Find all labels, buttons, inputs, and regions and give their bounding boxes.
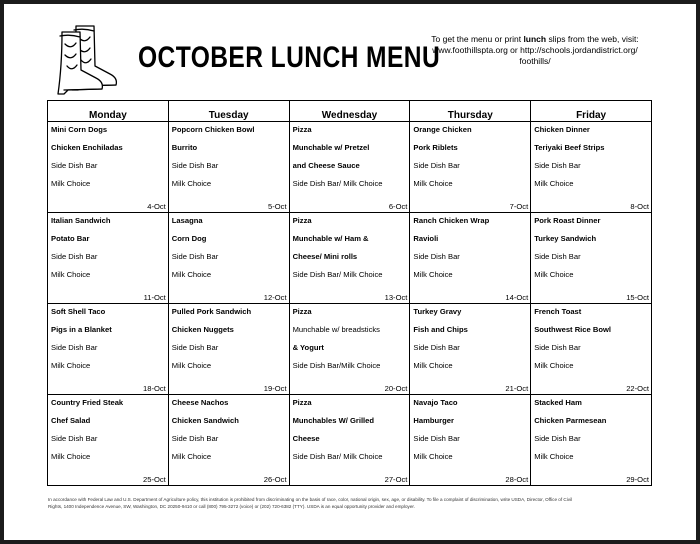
menu-item: Side Dish Bar xyxy=(171,434,219,443)
day-date: 18-Oct xyxy=(143,384,166,393)
menu-item: Chicken Parmesean xyxy=(534,416,607,425)
day-cell xyxy=(410,304,531,395)
web-note-text-2: slips from the web, visit: xyxy=(548,34,639,44)
menu-item: Side Dish Bar/Milk Choice xyxy=(292,361,381,370)
menu-item: Milk Choice xyxy=(413,361,453,370)
menu-item: Pizza xyxy=(292,125,312,134)
menu-item: Chicken Dinner xyxy=(534,125,590,134)
menu-items xyxy=(531,304,651,379)
day-date: 20-Oct xyxy=(384,384,408,393)
menu-items xyxy=(290,395,410,470)
menu-item: Side Dish Bar xyxy=(413,343,460,352)
menu-item: Pulled Pork Sandwich xyxy=(171,307,252,316)
menu-item: Milk Choice xyxy=(51,452,91,461)
menu-item: Side Dish Bar xyxy=(534,434,581,443)
page-title: OCTOBER LUNCH MENU xyxy=(138,41,441,74)
day-date: 13-Oct xyxy=(384,293,408,302)
menu-item: Chicken Sandwich xyxy=(171,416,239,425)
day-cell xyxy=(531,304,652,395)
menu-item: Southwest Rice Bowl xyxy=(534,325,611,334)
menu-item: Milk Choice xyxy=(413,270,453,279)
menu-items xyxy=(48,213,168,288)
menu-item: Teriyaki Beef Strips xyxy=(534,143,605,152)
menu-item: Potato Bar xyxy=(51,234,90,243)
menu-item: Milk Choice xyxy=(51,361,91,370)
menu-items xyxy=(290,304,410,379)
day-date: 27-Oct xyxy=(384,475,408,484)
menu-item: Stacked Ham xyxy=(534,398,582,407)
menu-items xyxy=(410,122,530,197)
web-note-bold: lunch xyxy=(523,34,547,44)
day-cell xyxy=(48,122,169,213)
day-cell xyxy=(289,395,410,486)
menu-item: Milk Choice xyxy=(534,179,574,188)
web-instructions xyxy=(400,34,670,67)
day-cell xyxy=(289,304,410,395)
menu-item: Milk Choice xyxy=(534,270,574,279)
day-cell xyxy=(531,395,652,486)
menu-item: Milk Choice xyxy=(171,452,212,461)
menu-item: Side Dish Bar xyxy=(413,434,460,443)
menu-item: Cheese Nachos xyxy=(171,398,229,407)
day-date: 21-Oct xyxy=(505,384,529,393)
menu-item: Milk Choice xyxy=(534,361,574,370)
menu-item: Side Dish Bar xyxy=(51,161,98,170)
menu-items xyxy=(48,395,168,470)
day-header-tuesday: Tuesday xyxy=(168,101,289,122)
day-date: 4-Oct xyxy=(147,202,166,211)
menu-item: Side Dish Bar xyxy=(51,343,98,352)
day-date: 26-Oct xyxy=(263,475,287,484)
day-cell xyxy=(168,213,289,304)
menu-item: Cheese/ Mini rolls xyxy=(292,252,358,261)
nondiscrimination-statement xyxy=(48,497,660,510)
menu-item: Pizza xyxy=(292,216,312,225)
menu-items xyxy=(290,213,410,288)
day-date: 28-Oct xyxy=(505,475,529,484)
menu-item: Pizza xyxy=(292,307,312,316)
menu-item: Chicken Enchiladas xyxy=(51,143,123,152)
menu-items xyxy=(169,122,289,197)
menu-item: Side Dish Bar xyxy=(534,343,581,352)
day-date: 15-Oct xyxy=(626,293,649,302)
menu-items xyxy=(169,395,289,470)
day-cell xyxy=(48,213,169,304)
menu-items xyxy=(531,395,651,470)
day-cell xyxy=(410,395,531,486)
menu-item: Turkey Sandwich xyxy=(534,234,597,243)
menu-items xyxy=(169,213,289,288)
menu-item: Lasagna xyxy=(171,216,203,225)
menu-item: Ravioli xyxy=(413,234,439,243)
menu-item: Navajo Taco xyxy=(413,398,458,407)
day-cell xyxy=(531,122,652,213)
menu-items xyxy=(410,213,530,288)
footer-line: In accordance with Federal Law and U.S. Department of Agriculture policy, this institution is prohibited from discriminating on the basis of race, color, national origin, sex, age, or disability. To file a complaint of discrimination, write USDA, Director, Office of Civil xyxy=(48,497,573,502)
day-cell xyxy=(168,395,289,486)
menu-item: Munchable w/ breadsticks xyxy=(292,325,380,334)
menu-item: Milk Choice xyxy=(171,270,212,279)
day-date: 12-Oct xyxy=(263,293,287,302)
menu-item: Side Dish Bar xyxy=(534,161,581,170)
cowboy-boots-icon xyxy=(54,22,138,96)
menu-item: Pork Riblets xyxy=(413,143,458,152)
menu-item: Country Fried Steak xyxy=(51,398,124,407)
menu-item: Popcorn Chicken Bowl xyxy=(171,125,255,134)
menu-header xyxy=(34,16,674,96)
day-date: 14-Oct xyxy=(505,293,529,302)
day-date: 19-Oct xyxy=(263,384,287,393)
day-header-monday: Monday xyxy=(48,101,169,122)
menu-item: Side Dish Bar xyxy=(51,252,98,261)
menu-items xyxy=(410,304,530,379)
day-cell xyxy=(289,122,410,213)
menu-item: Orange Chicken xyxy=(413,125,472,134)
menu-items xyxy=(169,304,289,379)
menu-item: Munchable w/ Ham & xyxy=(292,234,369,243)
menu-item: Side Dish Bar xyxy=(413,161,460,170)
menu-item: Milk Choice xyxy=(171,179,212,188)
menu-items xyxy=(531,122,651,197)
web-link-urls[interactable]: www.foothillspta.org or http://schools.jordandistrict.org/ xyxy=(432,45,638,55)
menu-item: Chicken Nuggets xyxy=(171,325,234,334)
menu-item: Side Dish Bar xyxy=(171,343,219,352)
menu-item: Munchable w/ Pretzel xyxy=(292,143,370,152)
menu-item: Corn Dog xyxy=(171,234,207,243)
day-date: 25-Oct xyxy=(143,475,166,484)
day-cell xyxy=(168,304,289,395)
day-cell xyxy=(48,395,169,486)
menu-item: Ranch Chicken Wrap xyxy=(413,216,490,225)
menu-item: Side Dish Bar xyxy=(171,252,219,261)
menu-item: Milk Choice xyxy=(413,452,453,461)
menu-item: Pizza xyxy=(292,398,312,407)
day-header-friday: Friday xyxy=(531,101,652,122)
menu-item: French Toast xyxy=(534,307,582,316)
menu-item: Side Dish Bar/ Milk Choice xyxy=(292,452,383,461)
day-cell xyxy=(48,304,169,395)
menu-item: Hamburger xyxy=(413,416,454,425)
menu-item: Italian Sandwich xyxy=(51,216,111,225)
menu-items xyxy=(410,395,530,470)
day-cell xyxy=(410,213,531,304)
web-note-text-1: To get the menu or print xyxy=(431,34,522,44)
menu-item: & Yogurt xyxy=(292,343,324,352)
menu-items xyxy=(48,304,168,379)
menu-item: Side Dish Bar xyxy=(534,252,581,261)
menu-item: Milk Choice xyxy=(171,361,212,370)
day-cell xyxy=(168,122,289,213)
menu-items xyxy=(290,122,410,197)
menu-item: Pork Roast Dinner xyxy=(534,216,601,225)
menu-item: Milk Choice xyxy=(534,452,574,461)
day-date: 11-Oct xyxy=(143,293,166,302)
menu-item: Fish and Chips xyxy=(413,325,468,334)
week-row xyxy=(48,304,652,395)
day-cell xyxy=(531,213,652,304)
day-header-wednesday: Wednesday xyxy=(289,101,410,122)
day-date: 22-Oct xyxy=(626,384,649,393)
day-date: 7-Oct xyxy=(509,202,529,211)
calendar-body xyxy=(48,122,652,486)
menu-item: Side Dish Bar xyxy=(51,434,98,443)
menu-item: Turkey Gravy xyxy=(413,307,462,316)
menu-item: Chef Salad xyxy=(51,416,91,425)
day-date: 5-Oct xyxy=(268,202,287,211)
menu-item: Milk Choice xyxy=(51,270,91,279)
menu-item: Side Dish Bar xyxy=(171,161,219,170)
menu-item: Burrito xyxy=(171,143,198,152)
week-row xyxy=(48,213,652,304)
menu-item: Side Dish Bar/ Milk Choice xyxy=(292,179,383,188)
menu-items xyxy=(48,122,168,197)
menu-item: Side Dish Bar/ Milk Choice xyxy=(292,270,383,279)
day-cell xyxy=(410,122,531,213)
menu-calendar xyxy=(47,100,652,486)
menu-item: Side Dish Bar xyxy=(413,252,460,261)
day-header-thursday: Thursday xyxy=(410,101,531,122)
web-link-tail[interactable]: foothills/ xyxy=(519,56,551,66)
menu-item: Soft Shell Taco xyxy=(51,307,106,316)
week-row xyxy=(48,395,652,486)
menu-item: Munchables W/ Grilled xyxy=(292,416,375,425)
day-date: 29-Oct xyxy=(626,475,649,484)
menu-item: Cheese xyxy=(292,434,320,443)
day-date: 6-Oct xyxy=(388,202,408,211)
menu-item: Milk Choice xyxy=(413,179,453,188)
menu-item: Pigs in a Blanket xyxy=(51,325,112,334)
day-cell xyxy=(289,213,410,304)
menu-items xyxy=(531,213,651,288)
week-row xyxy=(48,122,652,213)
menu-item: and Cheese Sauce xyxy=(292,161,360,170)
footer-line: Rights, 1400 Independence Avenue, SW, Washington, DC 20250-9410 or call (800) 795-3272 (voice) or (202) 720-6382 (TTY). USDA is an equal opportunity provider and employer. xyxy=(48,503,415,509)
weekday-header-row xyxy=(48,101,652,122)
menu-item: Mini Corn Dogs xyxy=(51,125,108,134)
menu-item: Milk Choice xyxy=(51,179,91,188)
day-date: 8-Oct xyxy=(630,202,649,211)
